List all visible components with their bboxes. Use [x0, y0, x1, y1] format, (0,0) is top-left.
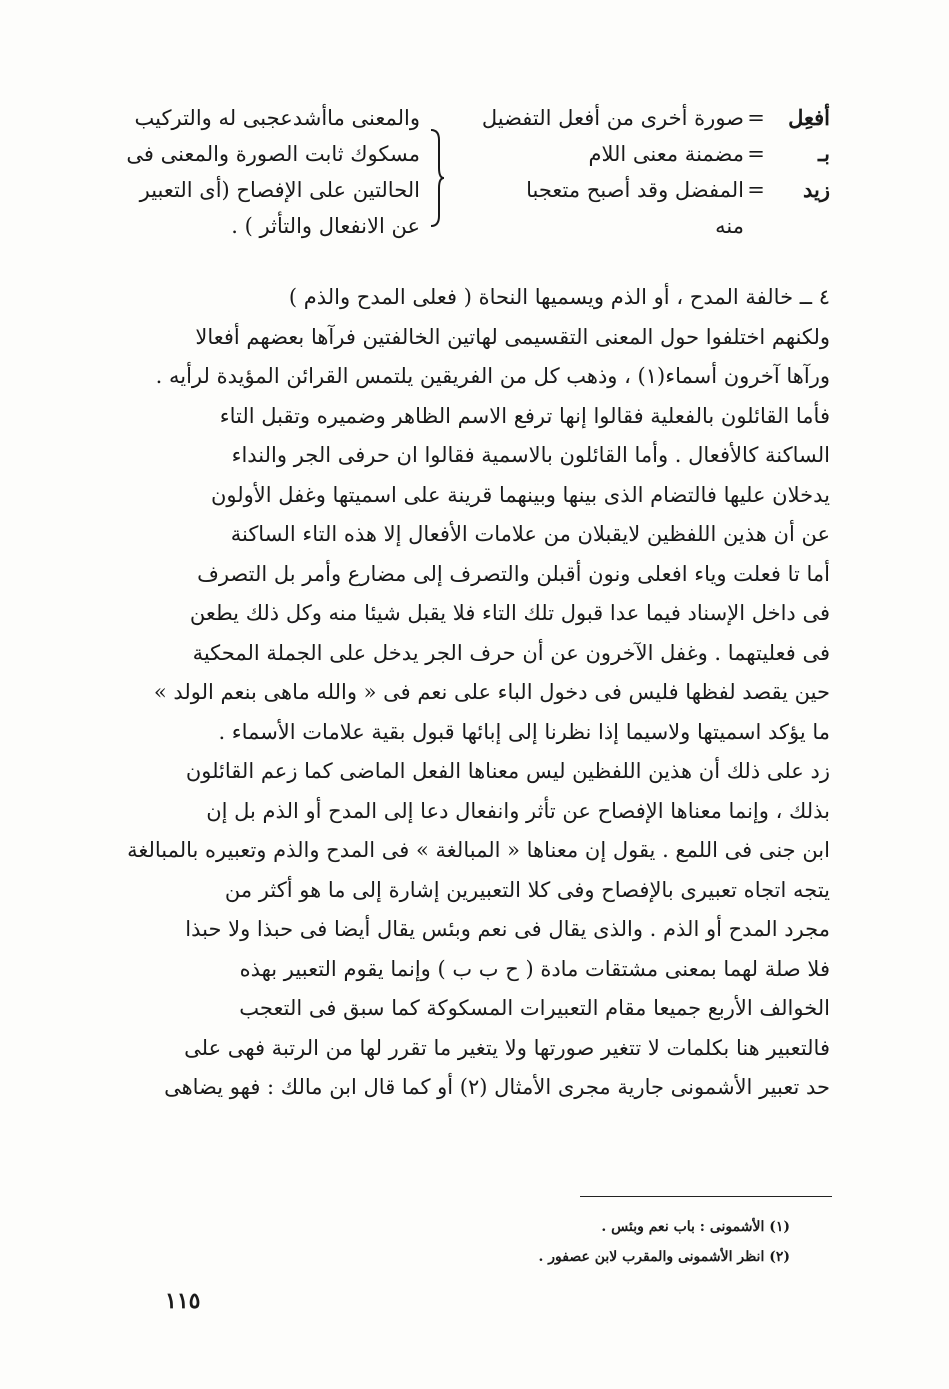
text-line: حين يقصد لفظها فليس فى دخول الباء على نعم فى « والله ماهى بنعم الولد »: [153, 680, 830, 704]
note-line: مسكوك ثابت الصورة والمعنى فى: [126, 142, 420, 166]
footnote-divider: [580, 1196, 832, 1197]
definition-row: [455, 172, 830, 208]
page-number: ١١٥: [165, 1288, 201, 1314]
text-line: حد تعبير الأشمونى جارية مجرى الأمثال (٢) أو كما قال ابن مالك : فهو يضاهى: [164, 1075, 830, 1099]
footnote: (٢) انظر الأشمونى والمقرب لابن عصفور .: [538, 1249, 790, 1265]
text-line: ولكنهم اختلفوا حول المعنى التقسيمى لهاتين الخالفتين فرآها بعضهم أفعالا: [195, 324, 830, 349]
text-line: زد على ذلك أن هذين اللفظين ليس معناها الفعل الماضى كما زعم القائلون: [185, 759, 830, 783]
definition-text: مضمنة معنى اللام: [588, 142, 744, 166]
text-line: الساكنة كالأفعال . وأما القائلون بالاسمية فقالوا ان حرفى الجر والنداء: [231, 443, 830, 467]
definition-term: زيد: [802, 177, 830, 202]
meaning-note: [126, 100, 420, 244]
definition-row: [455, 100, 830, 136]
text-line: أما تا فعلت وياء افعلى ونون أقبلن والتصرف إلى مضارع وأمر بل التصرف: [197, 561, 830, 586]
note-line: عن الانفعال والتأثر ) .: [231, 214, 420, 238]
text-line: ابن جنى فى اللمع . يقول إن معناها « المبالغة » فى المدح والذم وتعبيره بالمبالغة: [127, 838, 830, 862]
text-line: فى داخل الإسناد فيما عدا قبول تلك التاء فلا يقبل شيئا منه وكل ذلك يطعن: [189, 601, 830, 625]
definition-text: المفضل وقد أصبح متعجبا: [526, 178, 744, 202]
definition-term: أفعِل: [788, 105, 830, 130]
text-line: ٤ ــ خالفة المدح ، أو الذم ويسميها النحاة ( فعلى المدح والذم ): [288, 285, 830, 309]
text-line: يتجه اتجاه تعبيرى بالإفصاح وفى كلا التعبيرين إشارة إلى ما هو أكثر من: [224, 877, 830, 902]
definition-list: [455, 100, 830, 244]
text-line: فأما القائلون بالفعلية فقالوا إنها ترفع الاسم الظاهر وضميره وتقبل التاء: [219, 403, 830, 428]
definition-row: [455, 136, 830, 172]
text-line: بذلك ، وإنما معناها الإفصاح عن تأثر وانفعال دعا إلى المدح أو الذم بل إن: [206, 798, 830, 823]
definition-block: [126, 100, 830, 260]
text-line: ورآها آخرون أسماء(١) ، وذهب كل من الفريقين يلتمس القرائن المؤيدة لرأيه .: [155, 364, 830, 388]
curly-brace-icon: [429, 128, 445, 228]
note-line: الحالتين على الإفصاح (أى التعبير: [139, 178, 420, 202]
definition-text: صورة أخرى من أفعل التفضيل: [481, 106, 744, 130]
equals-sign: =: [747, 178, 765, 202]
text-line: يدخلان عليها فالتضام الذى بينها وبينهما قرينة على اسميتها وغفل الأولون: [210, 482, 830, 507]
text-line: مجرد المدح أو الذم . والذى يقال فى نعم وبئس يقال أيضا فى حبذا ولا حبذا: [185, 917, 830, 941]
text-line: عن أن هذين اللفظين لايقبلان من علامات الأفعال إلا هذه التاء الساكنة: [230, 522, 830, 546]
note-line: والمعنى ماأشدعجبى له والتركيب: [134, 106, 420, 130]
equals-sign: =: [747, 106, 765, 130]
text-line: فى فعليتهما . وغفل الآخرون عن أن حرف الجر يدخل على الجملة المحكية: [192, 640, 830, 665]
body-text: [100, 278, 830, 1108]
text-line: الخوالف الأربع جميعا مقام التعبيرات المسكوكة كما سبق فى التعجب: [239, 996, 830, 1020]
footnotes: [400, 1212, 790, 1272]
definition-term: بـ: [818, 141, 830, 166]
text-line: ما يؤكد اسميتها ولاسيما إذا نظرنا إلى إبائها قبول بقية علامات الأسماء .: [218, 719, 830, 744]
definition-continuation: منه: [715, 214, 744, 238]
text-line: فالتعبير هنا بكلمات لا تتغير صورتها ولا يتغير ما تقرر لها من الرتبة فهى على: [184, 1035, 830, 1060]
footnote: (١) الأشمونى : باب نعم وبئس .: [601, 1219, 790, 1235]
equals-sign: =: [747, 142, 765, 166]
text-line: فلا صلة لهما بمعنى مشتقات مادة ( ح ب ب ) وإنما يقوم التعبير بهذه: [239, 956, 830, 981]
